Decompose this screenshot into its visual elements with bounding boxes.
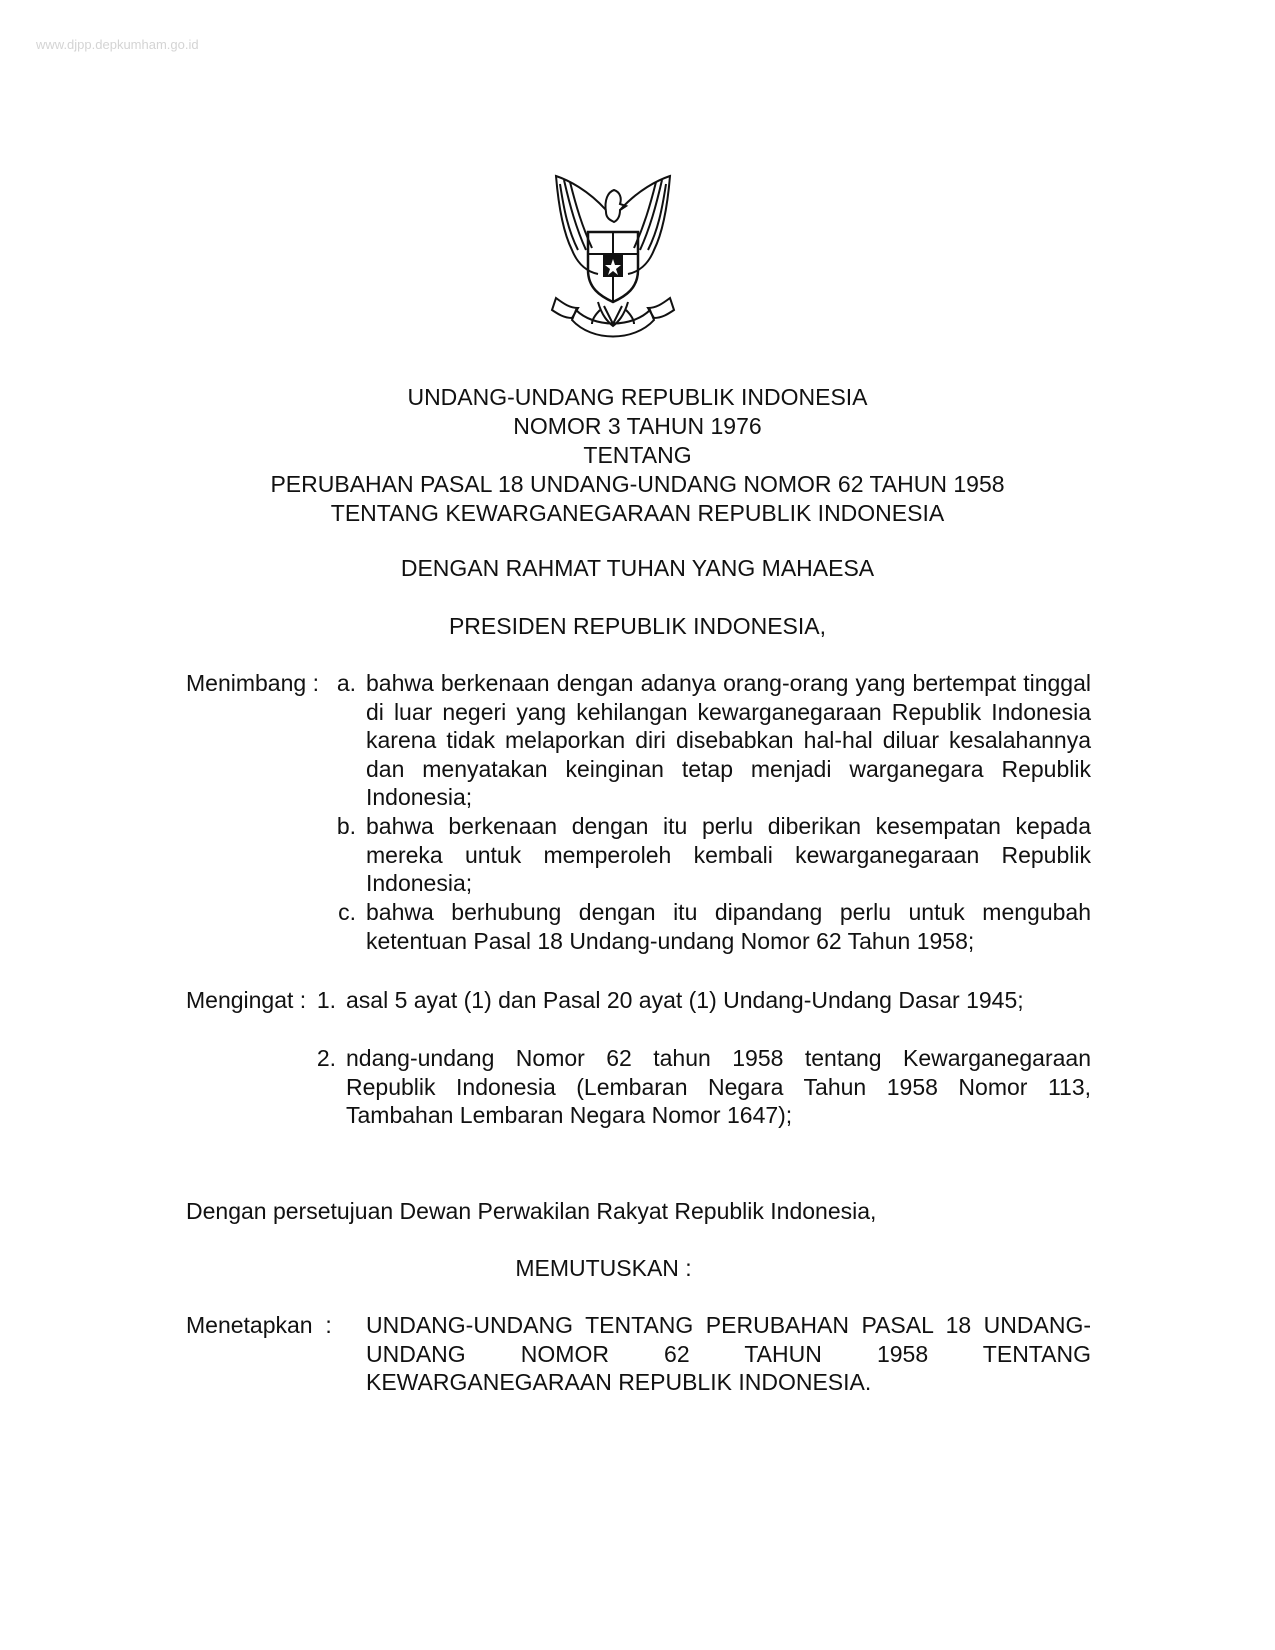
item-text: bahwa berkenaan dengan adanya orang-orang yang bertempat tinggal di luar negeri yang kehilangan kewarganegaraan Republik Indonesia karena tidak melaporkan diri disebabkan hal-hal diluar kesalahannya dan menyatakan keinginan tetap menjadi warganegara Republik Indonesia; (366, 670, 1091, 810)
item-mark: a. (336, 670, 356, 696)
memutuskan-heading: MEMUTUSKAN : (515, 1255, 692, 1281)
item-mark: 2. (316, 1045, 336, 1071)
item-mark: c. (338, 899, 356, 925)
menetapkan-section (186, 1311, 1091, 1401)
item-mark: 1. (316, 987, 336, 1013)
item-text: bahwa berkenaan dengan itu perlu diberikan kesempatan kepada mereka untuk memperoleh kembali kewarganegaraan Republik Indonesia; (366, 813, 1091, 896)
watermark-url: www.djpp.depkumham.go.id (36, 37, 199, 52)
mengingat-label: Mengingat : (186, 987, 307, 1013)
heading-line-3: TENTANG (583, 442, 692, 468)
heading-line-1: UNDANG-UNDANG REPUBLIK INDONESIA (407, 384, 868, 410)
item-text: ndang-undang Nomor 62 tahun 1958 tentang Kewarganegaraan Republik Indonesia (Lembaran Negara Tahun 1958 Nomor 113, Tambahan Lembaran Negara Nomor 1647); (346, 1045, 1091, 1128)
item-text: bahwa berhubung dengan itu dipandang perlu untuk mengubah ketentuan Pasal 18 Undang-undang Nomor 62 Tahun 1958; (366, 899, 1091, 954)
garuda-emblem-icon (548, 170, 678, 352)
document-heading (0, 383, 1275, 528)
president-title: PRESIDEN REPUBLIK INDONESIA, (448, 613, 827, 639)
item-mark: b. (336, 813, 356, 839)
item-text: asal 5 ayat (1) dan Pasal 20 ayat (1) Undang-Undang Dasar 1945; (346, 987, 1024, 1013)
menimbang-section (186, 669, 1091, 959)
heading-line-5: TENTANG KEWARGANEGARAAN REPUBLIK INDONESIA (330, 500, 945, 526)
menimbang-label: Menimbang : (186, 670, 319, 696)
mengingat-section (186, 986, 1091, 1136)
menetapkan-label: Menetapkan : (186, 1312, 332, 1338)
menetapkan-text: UNDANG-UNDANG TENTANG PERUBAHAN PASAL 18 UNDANG-UNDANG NOMOR 62 TAHUN 1958 TENTANG KEWARGANEGARAAN REPUBLIK INDONESIA. (366, 1312, 1091, 1395)
heading-line-2: NOMOR 3 TAHUN 1976 (513, 413, 762, 439)
heading-line-4: PERUBAHAN PASAL 18 UNDANG-UNDANG NOMOR 62 TAHUN 1958 (270, 471, 1005, 497)
invocation: DENGAN RAHMAT TUHAN YANG MAHAESA (400, 555, 875, 581)
persetujuan-statement: Dengan persetujuan Dewan Perwakilan Rakyat Republik Indonesia, (186, 1198, 877, 1224)
